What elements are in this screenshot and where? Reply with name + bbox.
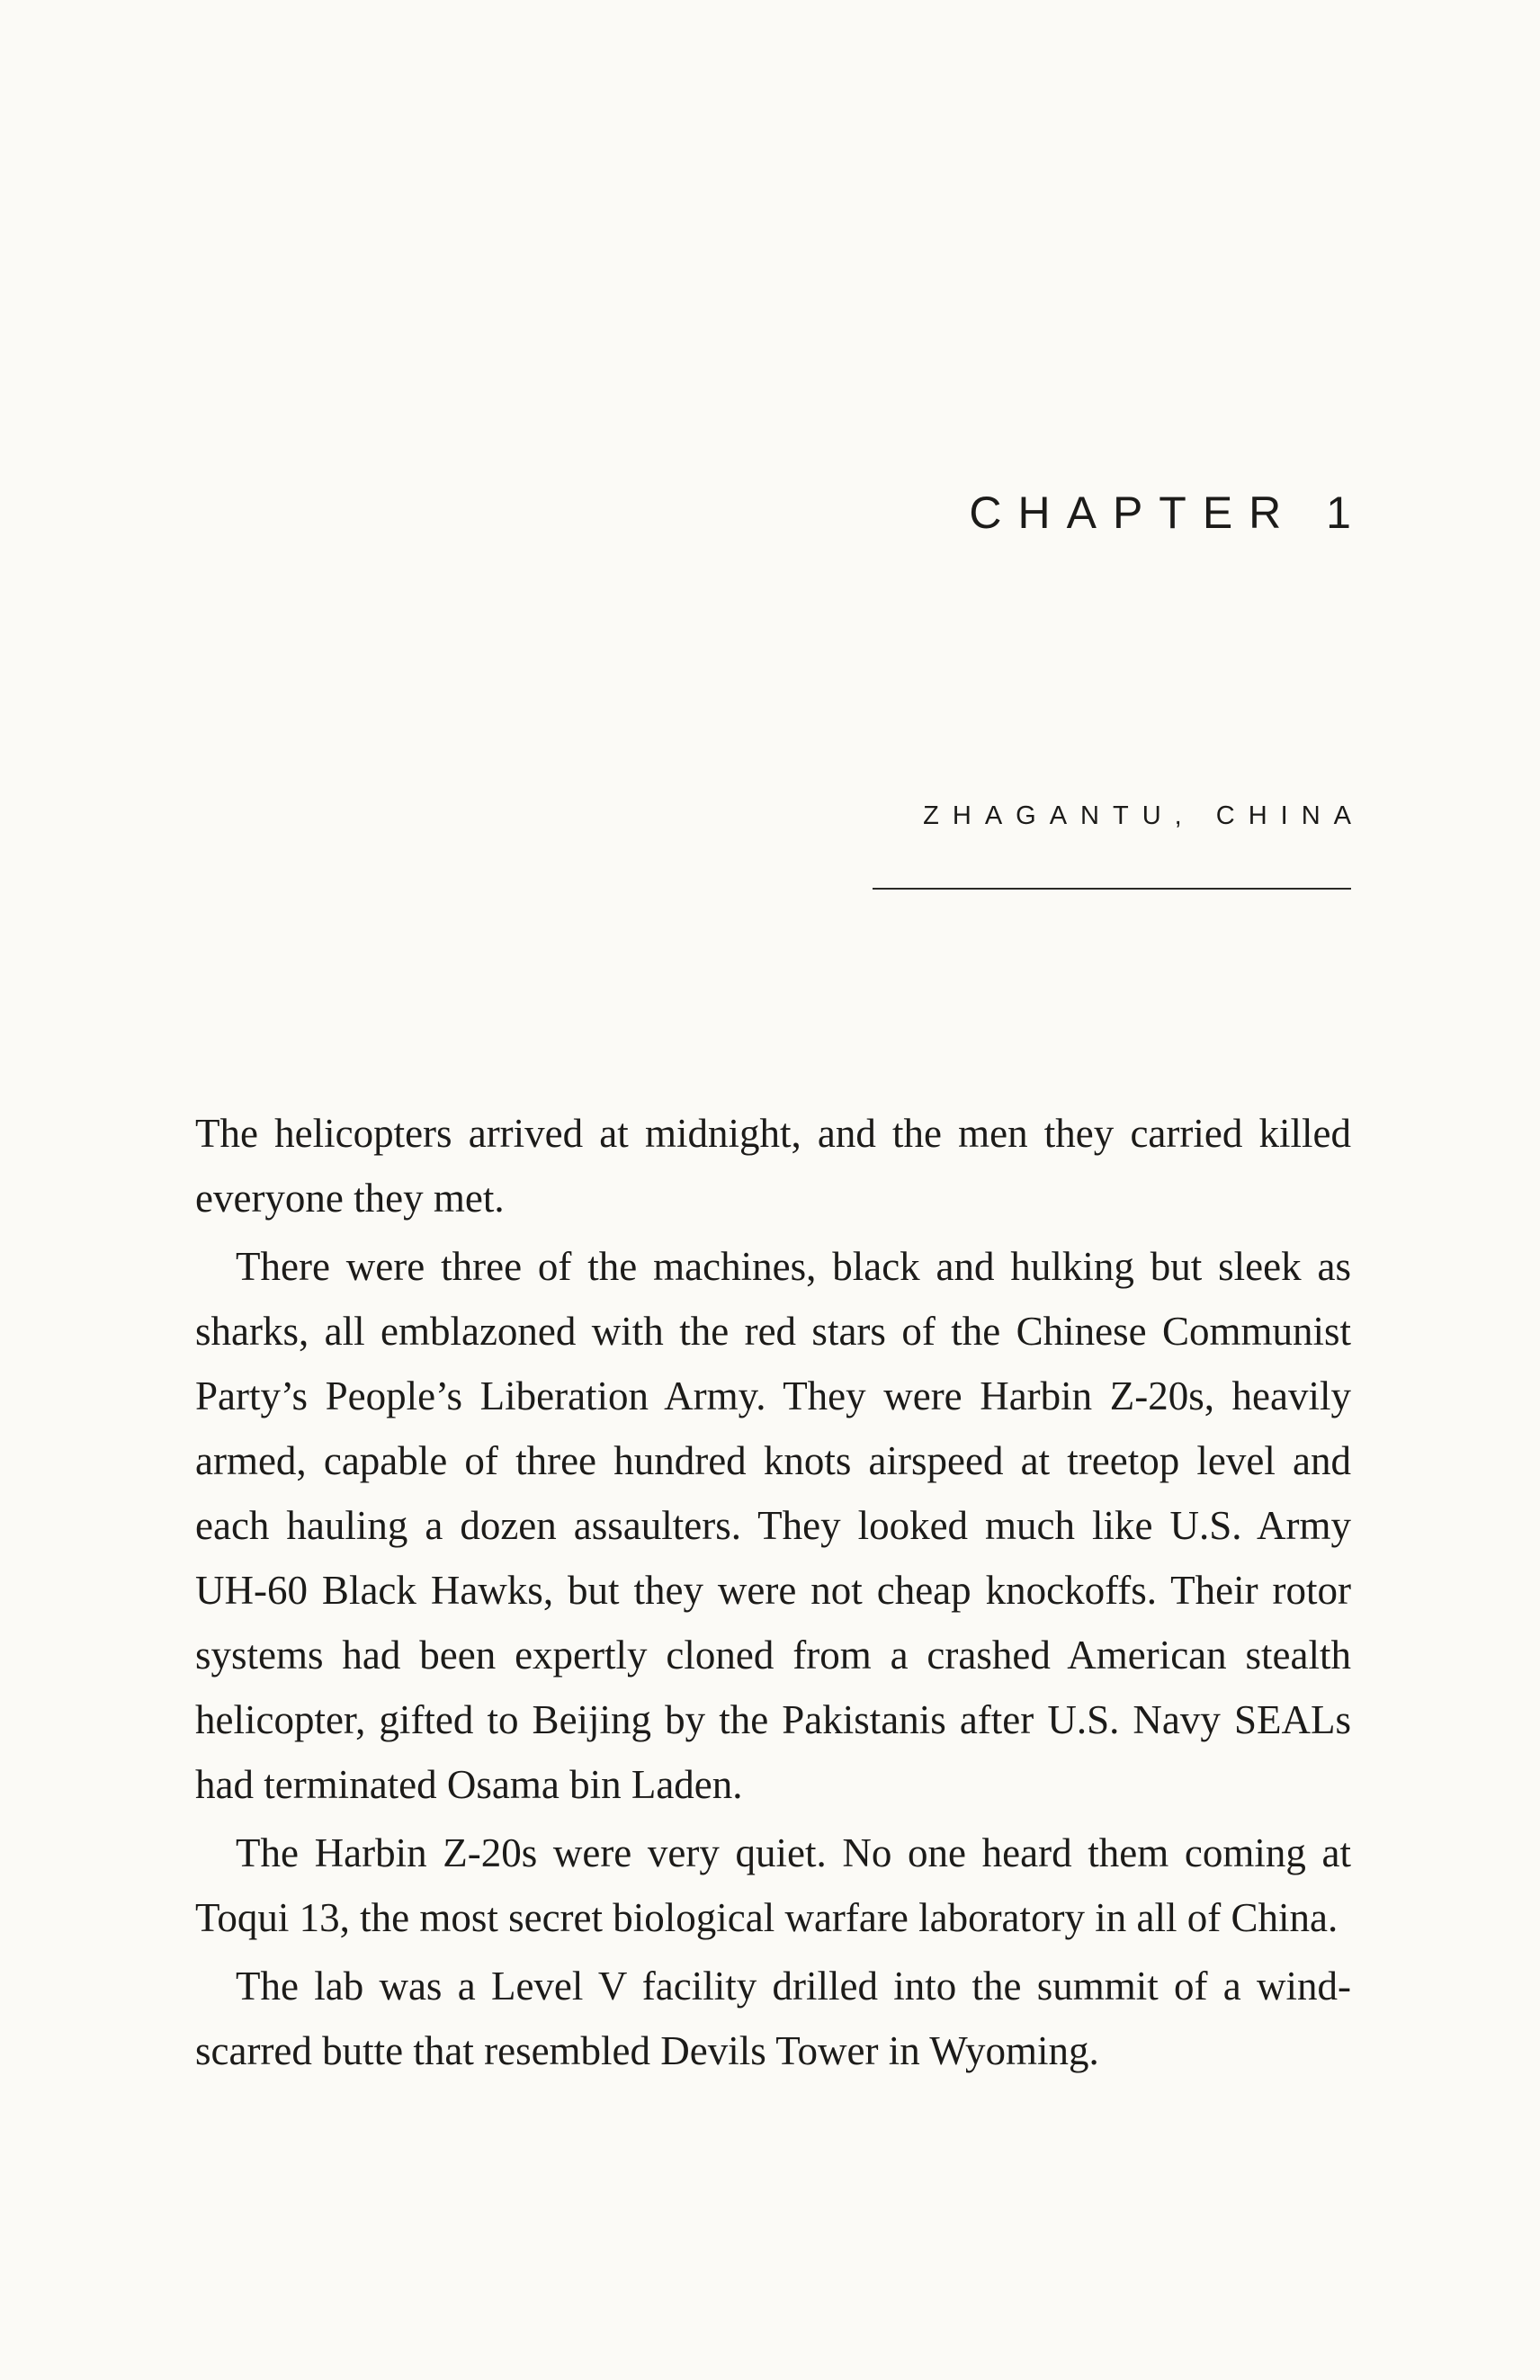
- paragraph: The lab was a Level V facility drilled into the summit of a wind-scarred butte that resembled Devils Tower in Wyoming.: [195, 1964, 1351, 2073]
- chapter-body: [195, 1101, 1351, 2087]
- paragraph: The Harbin Z-20s were very quiet. No one heard them coming at Toqui 13, the most secret biological warfare laboratory in all of China.: [195, 1830, 1351, 1940]
- chapter-heading: CHAPTER 1: [969, 488, 1367, 538]
- paragraph: The helicopters arrived at midnight, and the men they carried killed everyone they met.: [195, 1111, 1351, 1221]
- paragraph: There were three of the machines, black and hulking but sleek as sharks, all emblazoned with the red stars of the Chinese Communist Party’s People’s Liberation Army. They were Harbin Z-20s, heavily armed, capable of three hundred knots airspeed at treetop level and each hauling a dozen assaulters. They looked much like U.S. Army UH-60 Black Hawks, but they were not cheap knockoffs. Their rotor systems had been expertly cloned from a crashed American stealth helicopter, gifted to Beijing by the Pakistanis after U.S. Navy SEALs had terminated Osama bin Laden.: [195, 1244, 1351, 1807]
- section-divider: [873, 888, 1351, 890]
- chapter-location: ZHAGANTU, CHINA: [923, 801, 1365, 830]
